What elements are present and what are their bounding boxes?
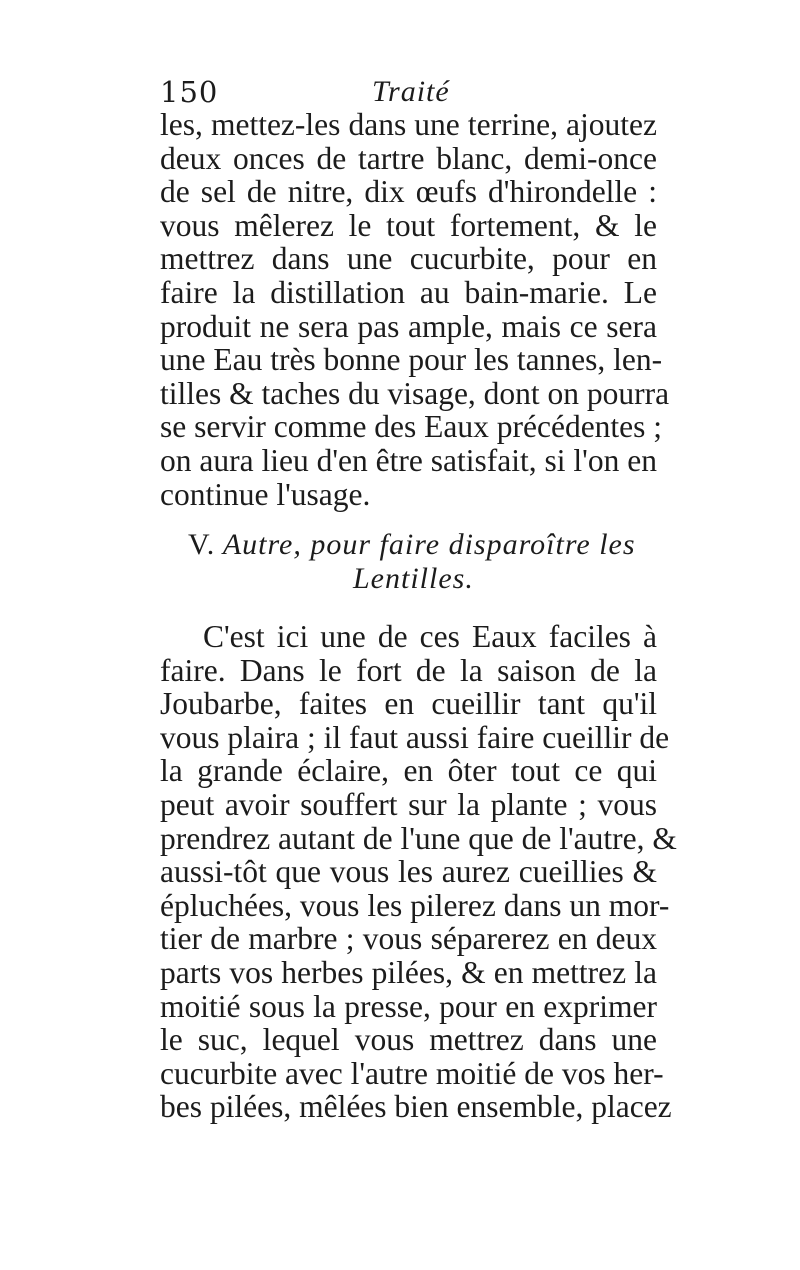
text-line: produit ne sera pas ample, mais ce sera [160,308,657,344]
section-title-line-1: Autre, pour faire disparoître les [222,528,636,561]
page-number: 150 [160,75,219,109]
text-line: tier de marbre ; vous séparerez en deux [160,921,657,957]
text-line: bes pilées, mêlées bien ensemble, placez [160,1089,672,1125]
text-line: tilles & taches du visage, dont on pourra [160,375,670,411]
text-line: moitié sous la presse, pour en exprimer [160,988,657,1024]
paragraph-section-v [160,619,677,1125]
text-line: Joubarbe, faites en cueillir tant qu'il [160,686,657,722]
text-line: le suc, lequel vous mettrez dans une [160,1022,657,1058]
section-title-line-2: Lentilles. [353,562,474,595]
text-line: de sel de nitre, dix œufs d'hirondelle : [160,174,657,210]
text-line: épluchées, vous les pilerez dans un mor- [160,887,670,923]
section-heading [160,528,657,596]
running-head [160,72,660,112]
text-line: faire. Dans le fort de la saison de la [160,652,657,688]
text-line: prendrez autant de l'une que de l'autre, & [160,820,677,856]
text-line: C'est ici une de ces Eaux faciles à [203,619,657,654]
text-line: cucurbite avec l'autre moitié de vos her- [160,1055,664,1091]
text-line: les, mettez-les dans une terrine, ajoutez [160,107,657,142]
text-line: faire la distillation au bain-marie. Le [160,274,657,310]
text-line: deux onces de tartre blanc, demi-once [160,140,657,176]
text-line: aussi-tôt que vous les aurez cueillies & [160,854,657,890]
text-line: mettrez dans une cucurbite, pour en [160,241,657,277]
section-number: V. [188,528,216,561]
text-line: vous mêlerez le tout fortement, & le [160,207,657,243]
paragraph-continued [160,107,670,512]
text-line: continue l'usage. [160,476,371,512]
text-line: se servir comme des Eaux précédentes ; [160,409,663,445]
text-line: parts vos herbes pilées, & en mettrez la [160,954,657,990]
text-line: une Eau très bonne pour les tannes, len- [160,342,663,378]
text-line: la grande éclaire, en ôter tout ce qui [160,753,657,789]
running-title: Traité [372,75,450,108]
text-line: on aura lieu d'en être satisfait, si l'on en [160,442,657,478]
text-line: peut avoir souffert sur la plante ; vous [160,786,657,822]
text-line: vous plaira ; il faut aussi faire cueillir de [160,719,670,755]
